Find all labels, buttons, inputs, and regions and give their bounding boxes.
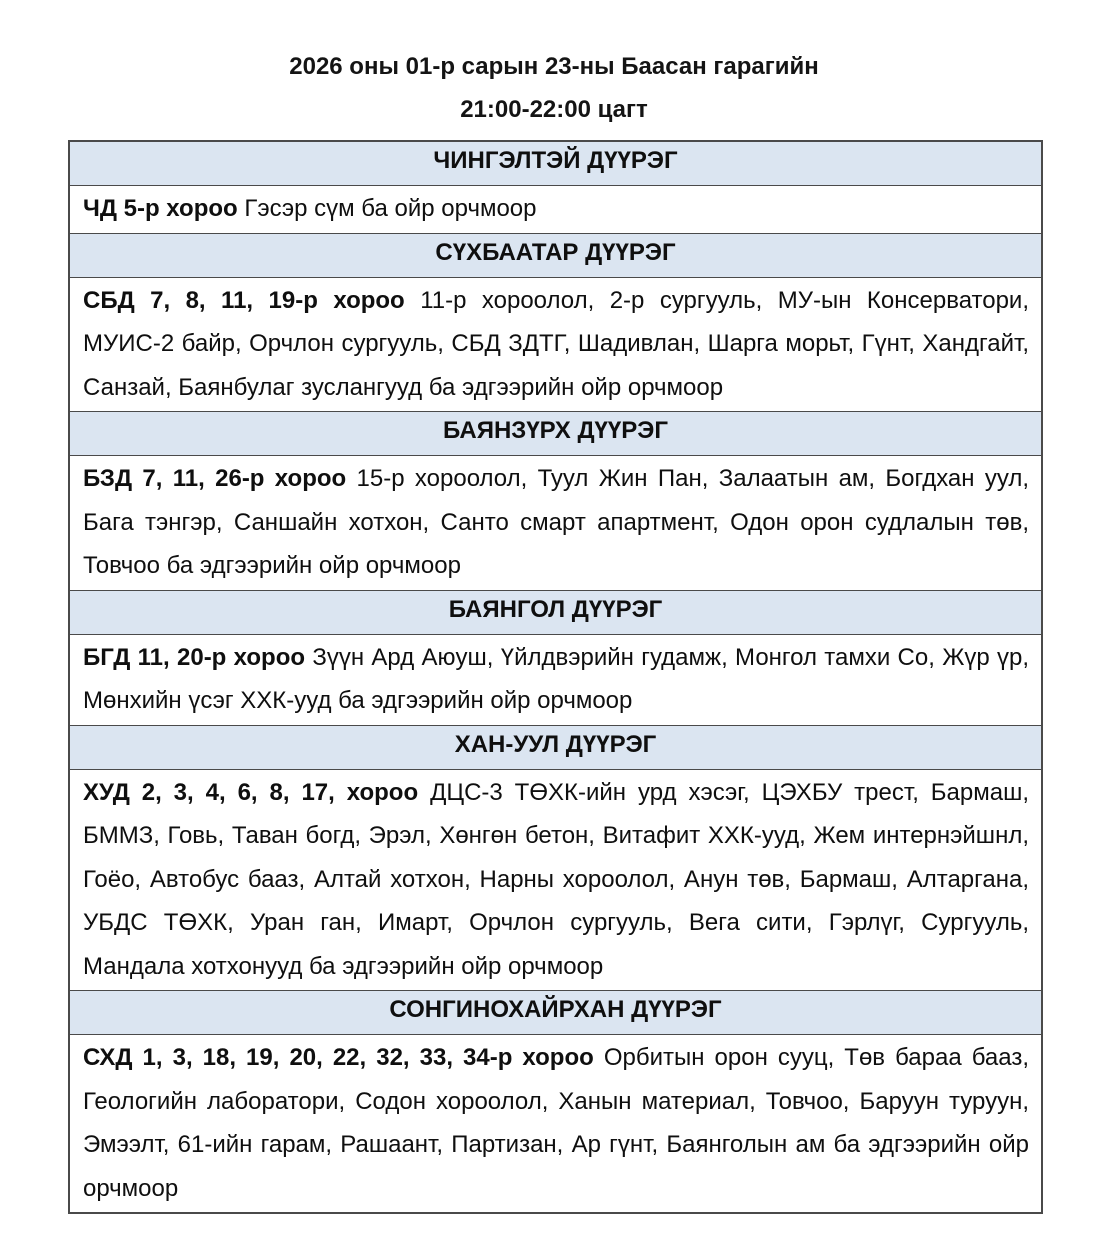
district-header-row xyxy=(69,590,1042,634)
khoroo-label: БЗД 7, 11, 26-р хороо xyxy=(83,465,347,492)
district-areas-cell xyxy=(69,769,1042,991)
district-header-row xyxy=(69,991,1042,1035)
table-row xyxy=(69,186,1042,234)
district-areas-cell xyxy=(69,456,1042,591)
district-header-songinokhairkhan: СОНГИНОХАЙРХАН ДҮҮРЭГ xyxy=(69,991,1042,1035)
district-header-bayanzurkh: БАЯНЗҮРХ ДҮҮРЭГ xyxy=(69,412,1042,456)
district-header-row xyxy=(69,233,1042,277)
table-row xyxy=(69,634,1042,725)
khoroo-label: ЧД 5-р хороо xyxy=(83,195,238,222)
table-row xyxy=(69,456,1042,591)
schedule-time-title: 21:00-22:00 цагт xyxy=(460,96,648,123)
khoroo-label: СХД 1, 3, 18, 19, 20, 22, 32, 33, 34-р хороо xyxy=(83,1044,594,1071)
table-row xyxy=(69,1035,1042,1214)
document-title-block xyxy=(0,0,1108,131)
khoroo-label: ХУД 2, 3, 4, 6, 8, 17, хороо xyxy=(83,778,419,806)
district-header-khan-uul: ХАН-УУЛ ДҮҮРЭГ xyxy=(69,725,1042,769)
areas-text: 15-р хороолол, Туул Жин Пан, Залаатын ам, Богдхан уул, Бага тэнгэр, Саншайн хотхон, Санто смарт апартмент, Одон орон судлалын төв, Товчоо ба эдгээрийн ойр орчмоор xyxy=(83,465,1030,579)
khoroo-label: СБД 7, 8, 11, 19-р хороо xyxy=(83,286,405,314)
schedule-date-title: 2026 оны 01-р сарын 23-ны Баасан гарагийн xyxy=(289,53,819,80)
table-row xyxy=(69,277,1042,412)
areas-text: Зүүн Ард Аюуш, Үйлдвэрийн гудамж, Монгол тамхи Со, Жүр үр, Мөнхийн үсэг ХХК-ууд ба эдгээрийн ойр орчмоор xyxy=(83,643,1030,714)
areas-text: ДЦС-3 ТӨХК-ийн урд хэсэг, ЦЭХБУ трест, Бармаш, БММЗ, Говь, Таван богд, Эрэл, Хөнгөн бетон, Витафит ХХК-ууд, Жем интернэйшнл, Гоёо, Автобус бааз, Алтай хотхон, Нарны хороолол, Анун төв, Бармаш, Алтаргана, УБДС ТӨХК, Уран ган, Имарт, Орчлон сургууль, Вега сити, Гэрлүг, Сургууль, Мандала хотхонууд ба эдгээрийн ойр орчмоор xyxy=(83,778,1030,980)
district-header-row xyxy=(69,412,1042,456)
district-header-row xyxy=(69,141,1042,186)
district-areas-cell xyxy=(69,277,1042,412)
areas-text: Орбитын орон сууц, Төв бараа бааз, Геологийн лаборатори, Содон хороолол, Ханын материал, Товчоо, Баруун туруун, Эмээлт, 61-ийн гарам, Рашаант, Партизан, Ар гүнт, Баянголын ам ба эдгээрийн ойр орчмоор xyxy=(83,1044,1029,1202)
district-header-chingeltei: ЧИНГЭЛТЭЙ ДҮҮРЭГ xyxy=(69,141,1042,186)
district-header-sukhbaatar: СҮХБААТАР ДҮҮРЭГ xyxy=(69,233,1042,277)
khoroo-label: БГД 11, 20-р хороо xyxy=(83,643,306,671)
district-areas-cell xyxy=(69,634,1042,725)
table-row xyxy=(69,769,1042,991)
district-header-bayangol: БАЯНГОЛ ДҮҮРЭГ xyxy=(69,590,1042,634)
district-areas-cell xyxy=(69,1035,1042,1214)
district-areas-cell xyxy=(69,186,1042,234)
areas-text: Гэсэр сүм ба ойр орчмоор xyxy=(244,195,537,222)
outage-schedule-table xyxy=(68,140,1043,1214)
areas-text: 11-р хороолол, 2-р сургууль, МУ-ын Консерватори, МУИС-2 байр, Орчлон сургууль, СБД ЗДТГ, Шадивлан, Шарга морьт, Гүнт, Хандгайт, Санзай, Баянбулаг зуслангууд ба эдгээрийн ойр орчмоор xyxy=(83,286,1030,401)
district-header-row xyxy=(69,725,1042,769)
